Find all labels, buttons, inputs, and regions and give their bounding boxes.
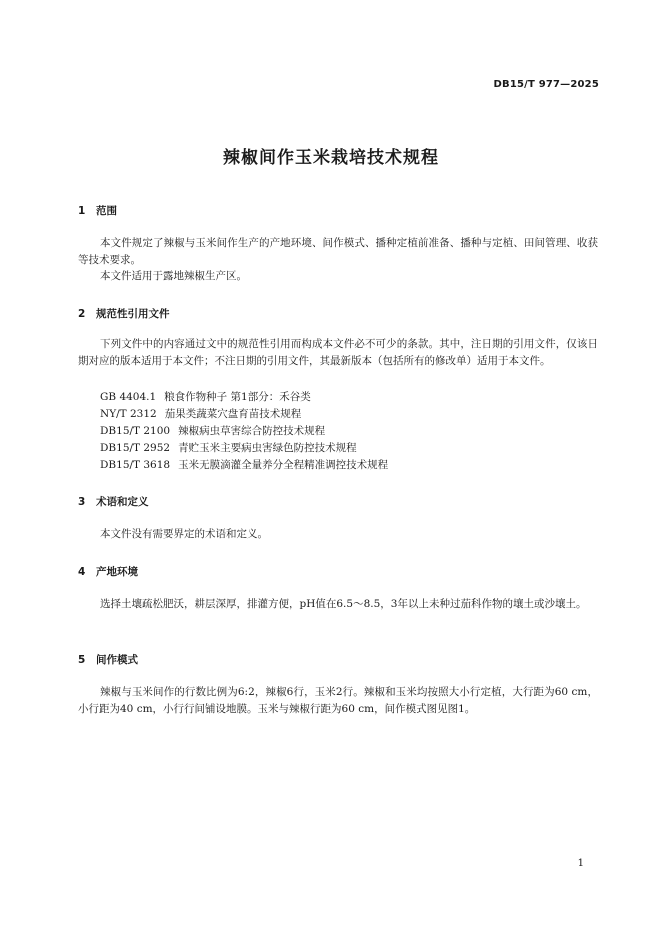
reference-title: 茄果类蔬菜穴盘育苗技术规程 [164, 408, 302, 420]
reference-code: DB15/T 3618 [100, 459, 171, 471]
reference-item [100, 457, 388, 473]
section-1-paragraph-1: 本文件规定了辣椒与玉米间作生产的产地环境、间作模式、播种定植前准备、播种与定植、田间管理、收获等技术要求。 [78, 237, 598, 266]
section-title: 间作模式 [96, 654, 138, 666]
section-number: 1 [78, 205, 86, 217]
section-5-paragraph-1: 辣椒与玉米间作的行数比例为6:2，辣椒6行，玉米2行。辣椒和玉米均按照大小行定植，大行距为60 cm，小行距为40 cm，小行行间铺设地膜。玉米与辣椒行距为60 cm，间作模式图见图1。 [78, 686, 598, 715]
reference-title: 青贮玉米主要病虫害绿色防控技术规程 [178, 442, 357, 454]
page-number: 1 [577, 858, 584, 869]
section-number: 3 [78, 496, 86, 508]
section-number: 4 [78, 566, 86, 578]
section-title: 范围 [96, 205, 117, 217]
reference-code: NY/T 2312 [100, 408, 157, 420]
reference-code: DB15/T 2952 [100, 442, 171, 454]
standard-code: DB15/T 977—2025 [493, 79, 599, 90]
section-1-paragraph-2: 本文件适用于露地辣椒生产区。 [100, 270, 247, 282]
reference-item [100, 423, 325, 439]
section-4-paragraph-1: 选择土壤疏松肥沃，耕层深厚，排灌方便，pH值在6.5～8.5，3年以上未种过茄科作物的壤土或沙壤土。 [100, 598, 587, 610]
section-2-heading [78, 306, 170, 321]
section-title: 规范性引用文件 [96, 308, 170, 320]
section-title: 术语和定义 [96, 496, 149, 508]
reference-item [100, 440, 357, 456]
section-number: 2 [78, 308, 86, 320]
reference-title: 辣椒病虫草害综合防控技术规程 [178, 425, 326, 437]
reference-item [100, 406, 301, 422]
section-title: 产地环境 [96, 566, 138, 578]
section-4-heading [78, 564, 138, 579]
section-5-heading [78, 652, 138, 667]
section-2-paragraph-1: 下列文件中的内容通过文中的规范性引用而构成本文件必不可少的条款。其中，注日期的引用文件，仅该日期对应的版本适用于本文件；不注日期的引用文件，其最新版本（包括所有的修改单）适用于本文件。 [78, 338, 598, 367]
reference-item [100, 389, 311, 405]
section-1-heading [78, 203, 117, 218]
reference-code: GB 4404.1 [100, 391, 157, 403]
section-3-paragraph-1: 本文件没有需要界定的术语和定义。 [100, 528, 268, 540]
section-3-heading [78, 494, 149, 509]
reference-title: 粮食作物种子 第1部分：禾谷类 [164, 391, 311, 403]
document-title: 辣椒间作玉米栽培技术规程 [223, 148, 439, 168]
section-number: 5 [78, 654, 86, 666]
reference-code: DB15/T 2100 [100, 425, 171, 437]
reference-title: 玉米无膜滴灌全量养分全程精准调控技术规程 [178, 459, 389, 471]
